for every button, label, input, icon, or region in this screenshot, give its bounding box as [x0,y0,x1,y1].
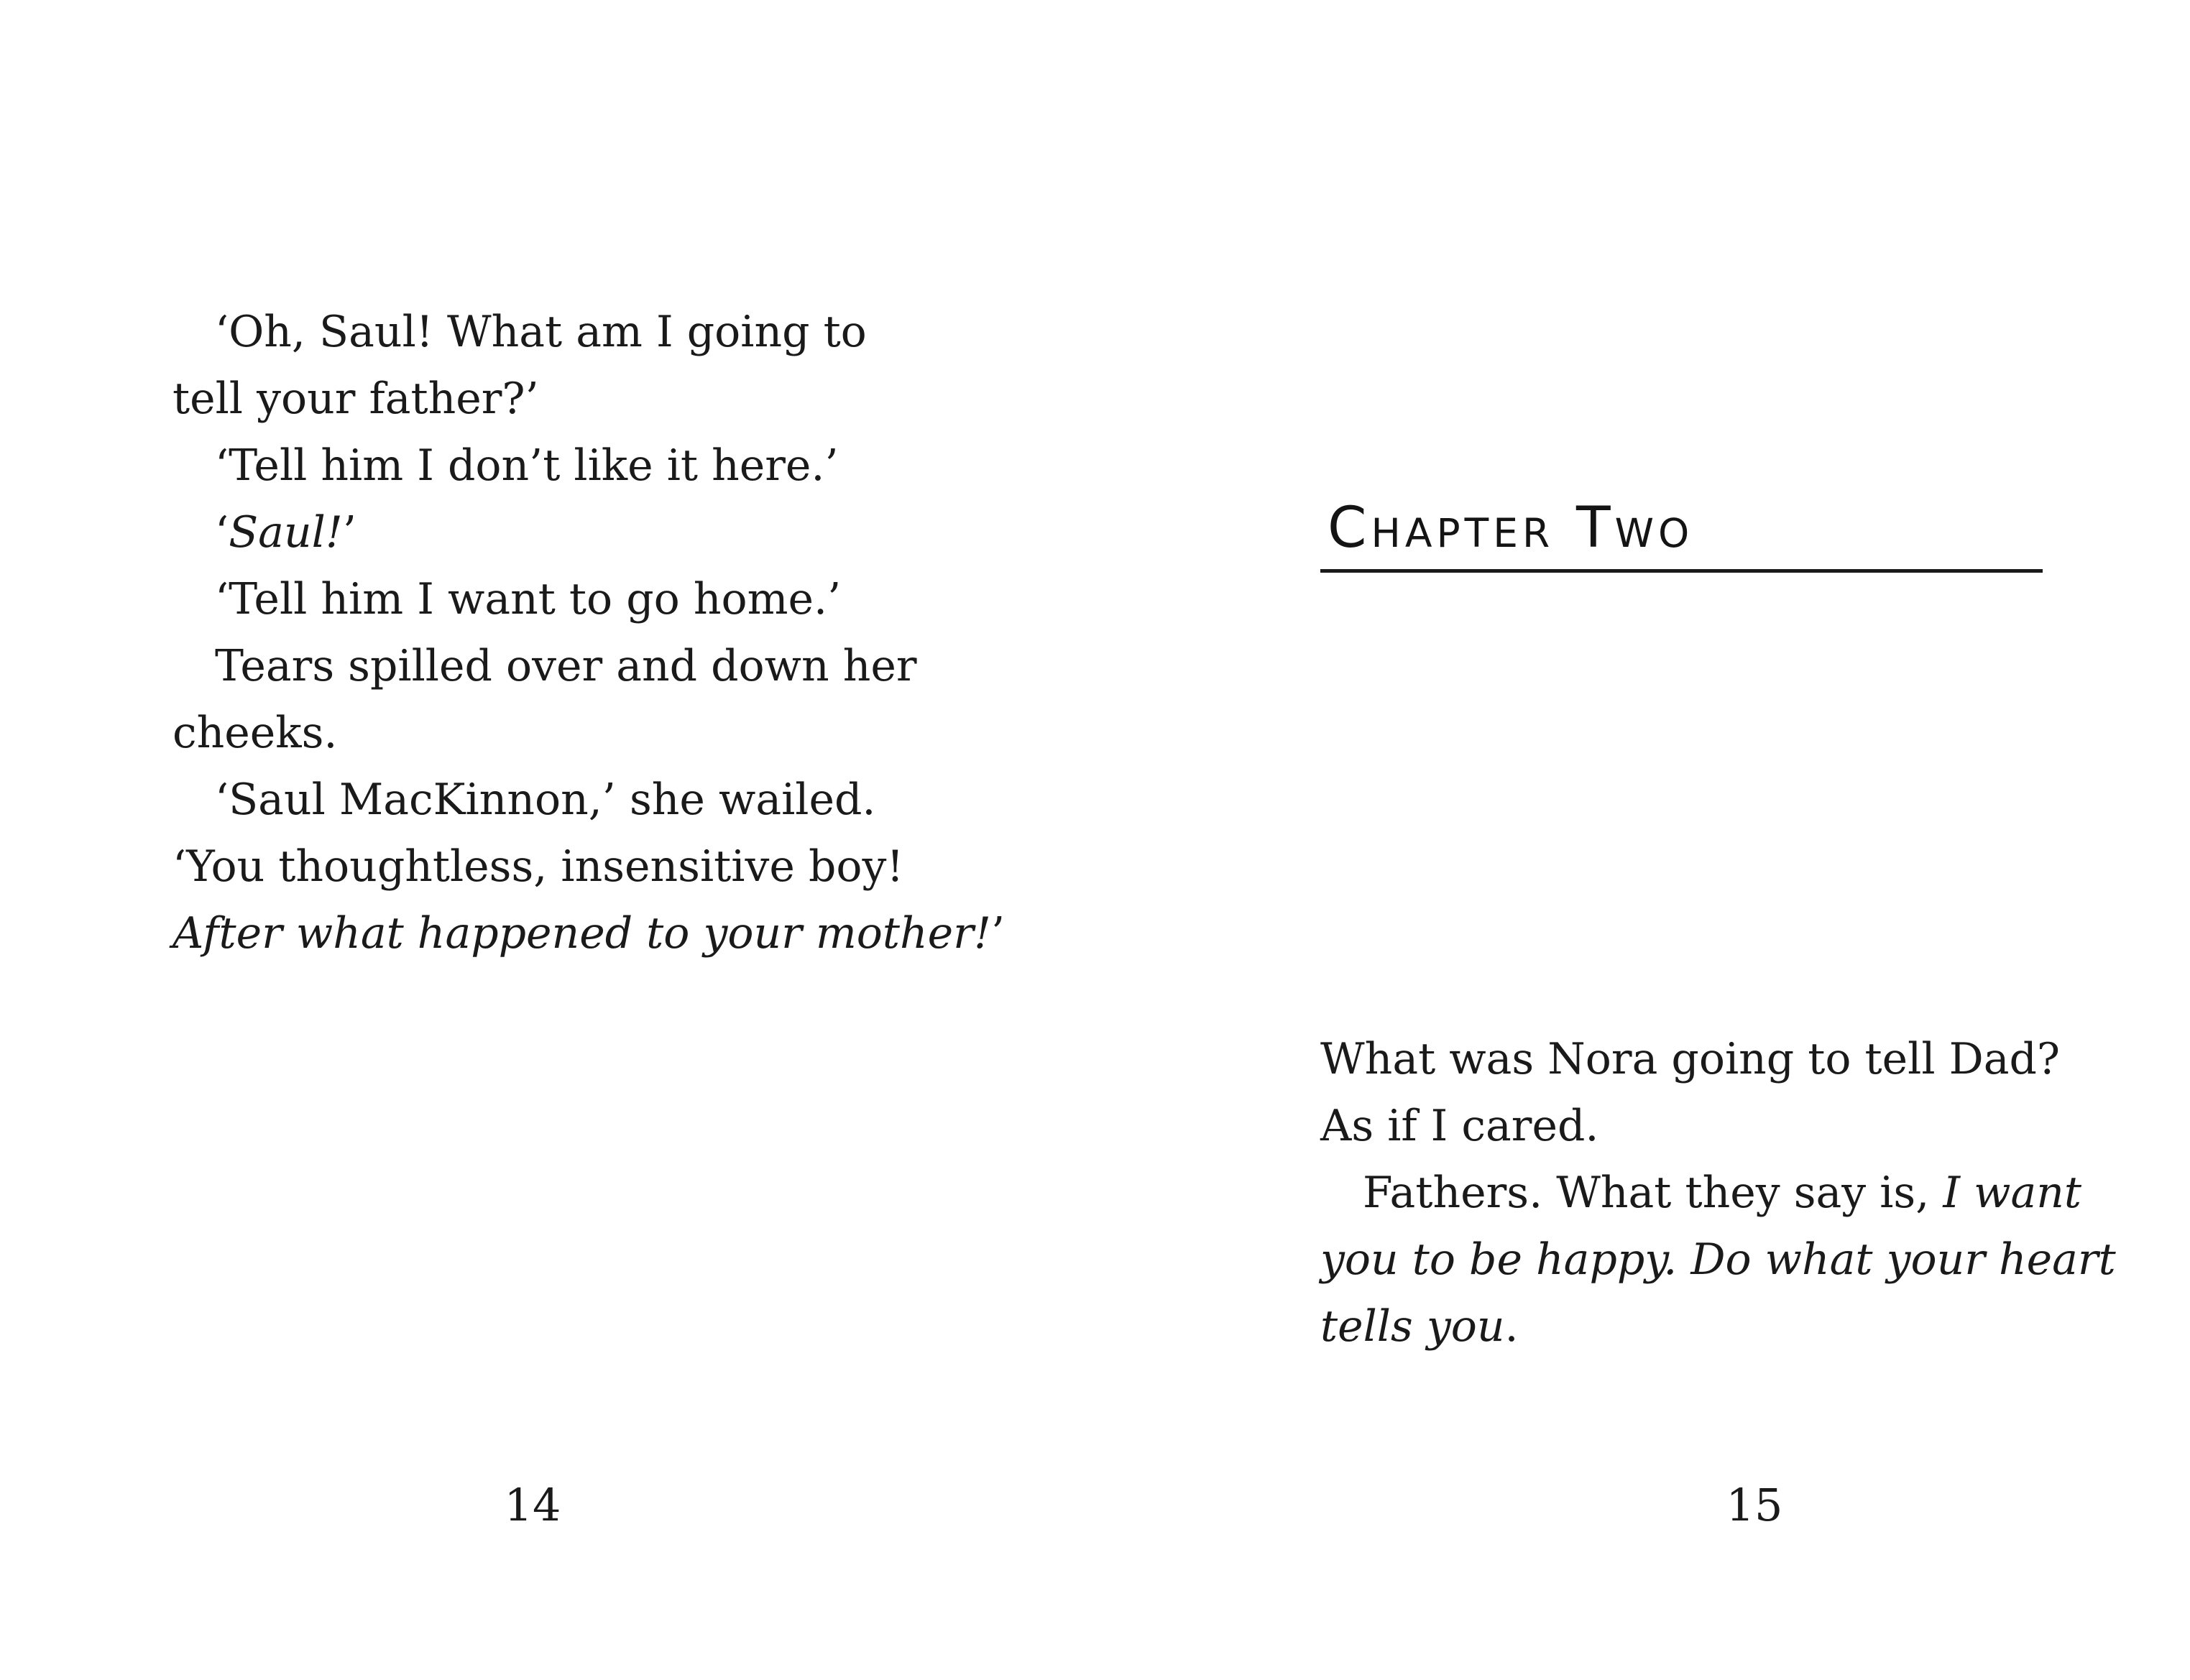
right-page-body [1320,1026,2116,1360]
right-page [1095,0,2190,1680]
text-line [1320,1093,2039,1160]
text-segment: Tears spilled over and down her [215,641,917,691]
text-segment-italic: I want [1943,1168,2082,1218]
text-line [172,633,917,700]
text-segment-italic: you to be happy. Do what your heart [1320,1234,2116,1285]
text-segment: ‘You thoughtless, insensitive boy! [172,841,904,892]
text-line [172,834,904,900]
text-segment: ’ [990,908,1006,959]
text-line [172,366,891,433]
page-number: 15 [1726,1479,1783,1531]
page-number: 14 [504,1479,561,1531]
text-line [172,566,891,633]
text-segment: ‘Oh, Saul! What am I going to [215,307,867,357]
text-line [1320,1026,2061,1093]
chapter-title: Chapter Two [1328,496,1694,560]
text-segment-italic: Saul! [229,507,343,558]
text-segment: ‘Saul MacKinnon,’ she wailed. [215,775,876,825]
text-segment: . [1504,1301,1519,1352]
text-segment: ’ [342,507,356,558]
text-segment: ‘Tell him I want to go home.’ [215,574,842,624]
text-line [1320,1227,2116,1293]
text-line [1320,1293,2039,1360]
chapter-heading [1320,497,2043,573]
text-line [172,767,891,834]
text-segment: ‘Tell him I don’t like it here.’ [215,440,839,491]
text-segment-italic: tells you [1320,1301,1505,1352]
text-segment: ‘ [215,507,229,558]
text-line [172,700,891,767]
text-segment: As if I cared. [1320,1101,1599,1151]
text-line [172,499,891,566]
text-segment-italic: After what happened to your mother! [172,908,991,959]
text-line [172,299,891,366]
text-line [1320,1160,2082,1227]
text-segment: What was Nora going to tell Dad? [1320,1034,2061,1084]
text-segment: cheeks. [172,708,338,758]
text-segment: Fathers. What they say is, [1363,1168,1943,1218]
left-page-body [172,299,1006,967]
text-line [172,433,891,499]
text-segment: tell your father?’ [172,374,539,424]
text-line [172,900,1006,967]
